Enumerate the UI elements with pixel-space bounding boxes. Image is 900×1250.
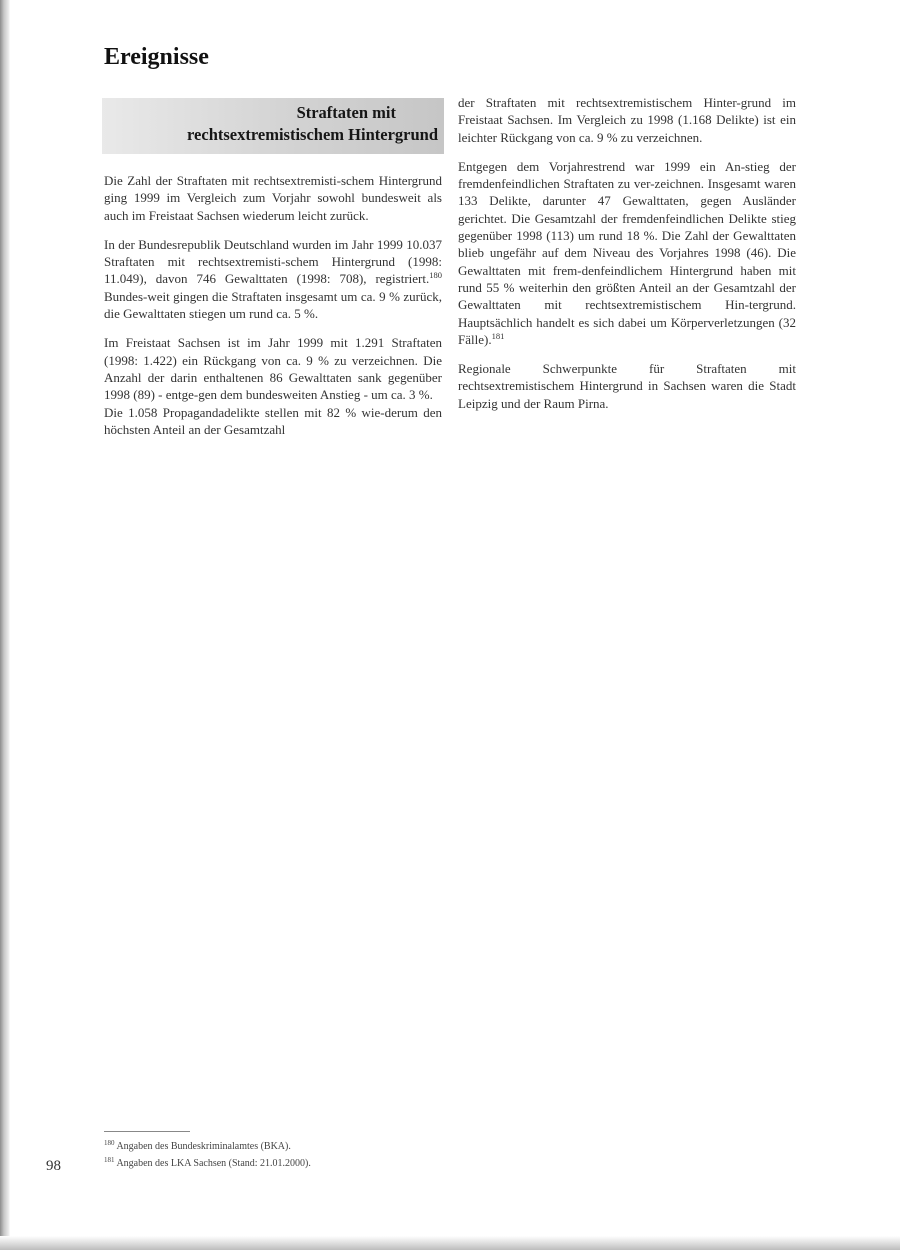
left-paragraph-1: Die Zahl der Straftaten mit rechtsextremisti-schem Hintergrund ging 1999 im Vergleich zum Vorjahr sowohl bundesweit als auch im Freistaat Sachsen wiederum leicht zurück.	[104, 173, 442, 223]
left-paragraph-3-text-a: Im Freistaat Sachsen ist im Jahr 1999 mit 1.291 Straftaten (1998: 1.422) ein Rückgang von ca. 9 % zu verzeichnen. Die Anzahl der darin enthaltenen 86 Gewalttaten sank gegenüber 1998 (89) - entge-gen dem bundesweiten Anstieg - um ca. 3 %.	[104, 335, 442, 403]
section-title-box	[102, 98, 444, 154]
footnote-181	[104, 1155, 311, 1172]
right-paragraph-2-text: Entgegen dem Vorjahrestrend war 1999 ein An-stieg der fremdenfeindlichen Straftaten zu ver-zeichnen. Insgesamt waren 133 Delikte, darunter 47 Gewalttaten, gegen Ausländer gerichtet. Die Gesamtzahl der fremdenfeindlichen Delikte stieg gegenüber 1998 (113) um rund 18 %. Die Zahl der Gewalttaten blieb ungefähr auf dem Niveau des Vorjahres 1998 (46). Die Gewalttaten mit frem-denfeindlichem Hintergrund haben mit rund 55 % weiterhin den größten Anteil an der Gesamtzahl der Gewalttaten mit rechtsextremistischem Hin-tergrund. Hauptsächlich handelt es sich dabei um Körperverletzungen (32 Fälle).	[458, 158, 796, 347]
footnote-text: Angaben des Bundeskriminalamtes (BKA).	[116, 1141, 291, 1152]
scan-edge-left	[0, 0, 10, 1250]
left-paragraph-2-text-a: In der Bundesrepublik Deutschland wurden im Jahr 1999 10.037 Straftaten mit rechtsextremisti-schem Hintergrund (1998: 11.049), davon 746 Gewalttaten (1998: 708), registriert.	[104, 236, 442, 287]
right-paragraph-3: Regionale Schwerpunkte für Straftaten mit rechtsextremistischem Hintergrund in Sachsen waren die Stadt Leipzig und der Raum Pirna.	[458, 361, 796, 411]
left-paragraph-2-text-b: Bundes-weit gingen die Straftaten insgesamt um ca. 9 % zurück, die Gewalttaten stiegen um rund ca. 5 %.	[104, 288, 442, 322]
left-column	[104, 172, 442, 438]
right-paragraph-1: der Straftaten mit rechtsextremistischem Hinter-grund im Freistaat Sachsen. Im Vergleich zu 1998 (1.168 Delikte) ist ein leichter Rückgang von ca. 9 % zu verzeichnen.	[458, 95, 796, 145]
right-paragraph-2	[458, 158, 796, 348]
left-paragraph-2	[104, 236, 442, 322]
left-paragraph-3	[104, 334, 442, 438]
footnote-text: Angaben des LKA Sachsen (Stand: 21.01.2000).	[116, 1158, 311, 1169]
footnote-ref-181: 181	[491, 330, 505, 341]
section-title-line1: Straftaten mit	[296, 103, 396, 122]
footnote-number: 180	[104, 1139, 115, 1147]
footnotes	[104, 1138, 311, 1172]
page-heading: Ereignisse	[104, 44, 209, 70]
footnote-180	[104, 1138, 311, 1155]
scan-edge-bottom	[0, 1236, 900, 1250]
footnote-number: 181	[104, 1156, 115, 1164]
footnote-divider	[104, 1131, 190, 1132]
footnote-ref-180: 180	[429, 270, 442, 281]
right-column	[458, 94, 796, 424]
left-paragraph-3-text-b: Die 1.058 Propagandadelikte stellen mit 82 % wie-derum den höchsten Anteil an der Gesamtzahl	[104, 404, 442, 437]
page-number: 98	[46, 1158, 61, 1174]
section-title-line2: rechtsextremistischem Hintergrund	[187, 125, 438, 144]
